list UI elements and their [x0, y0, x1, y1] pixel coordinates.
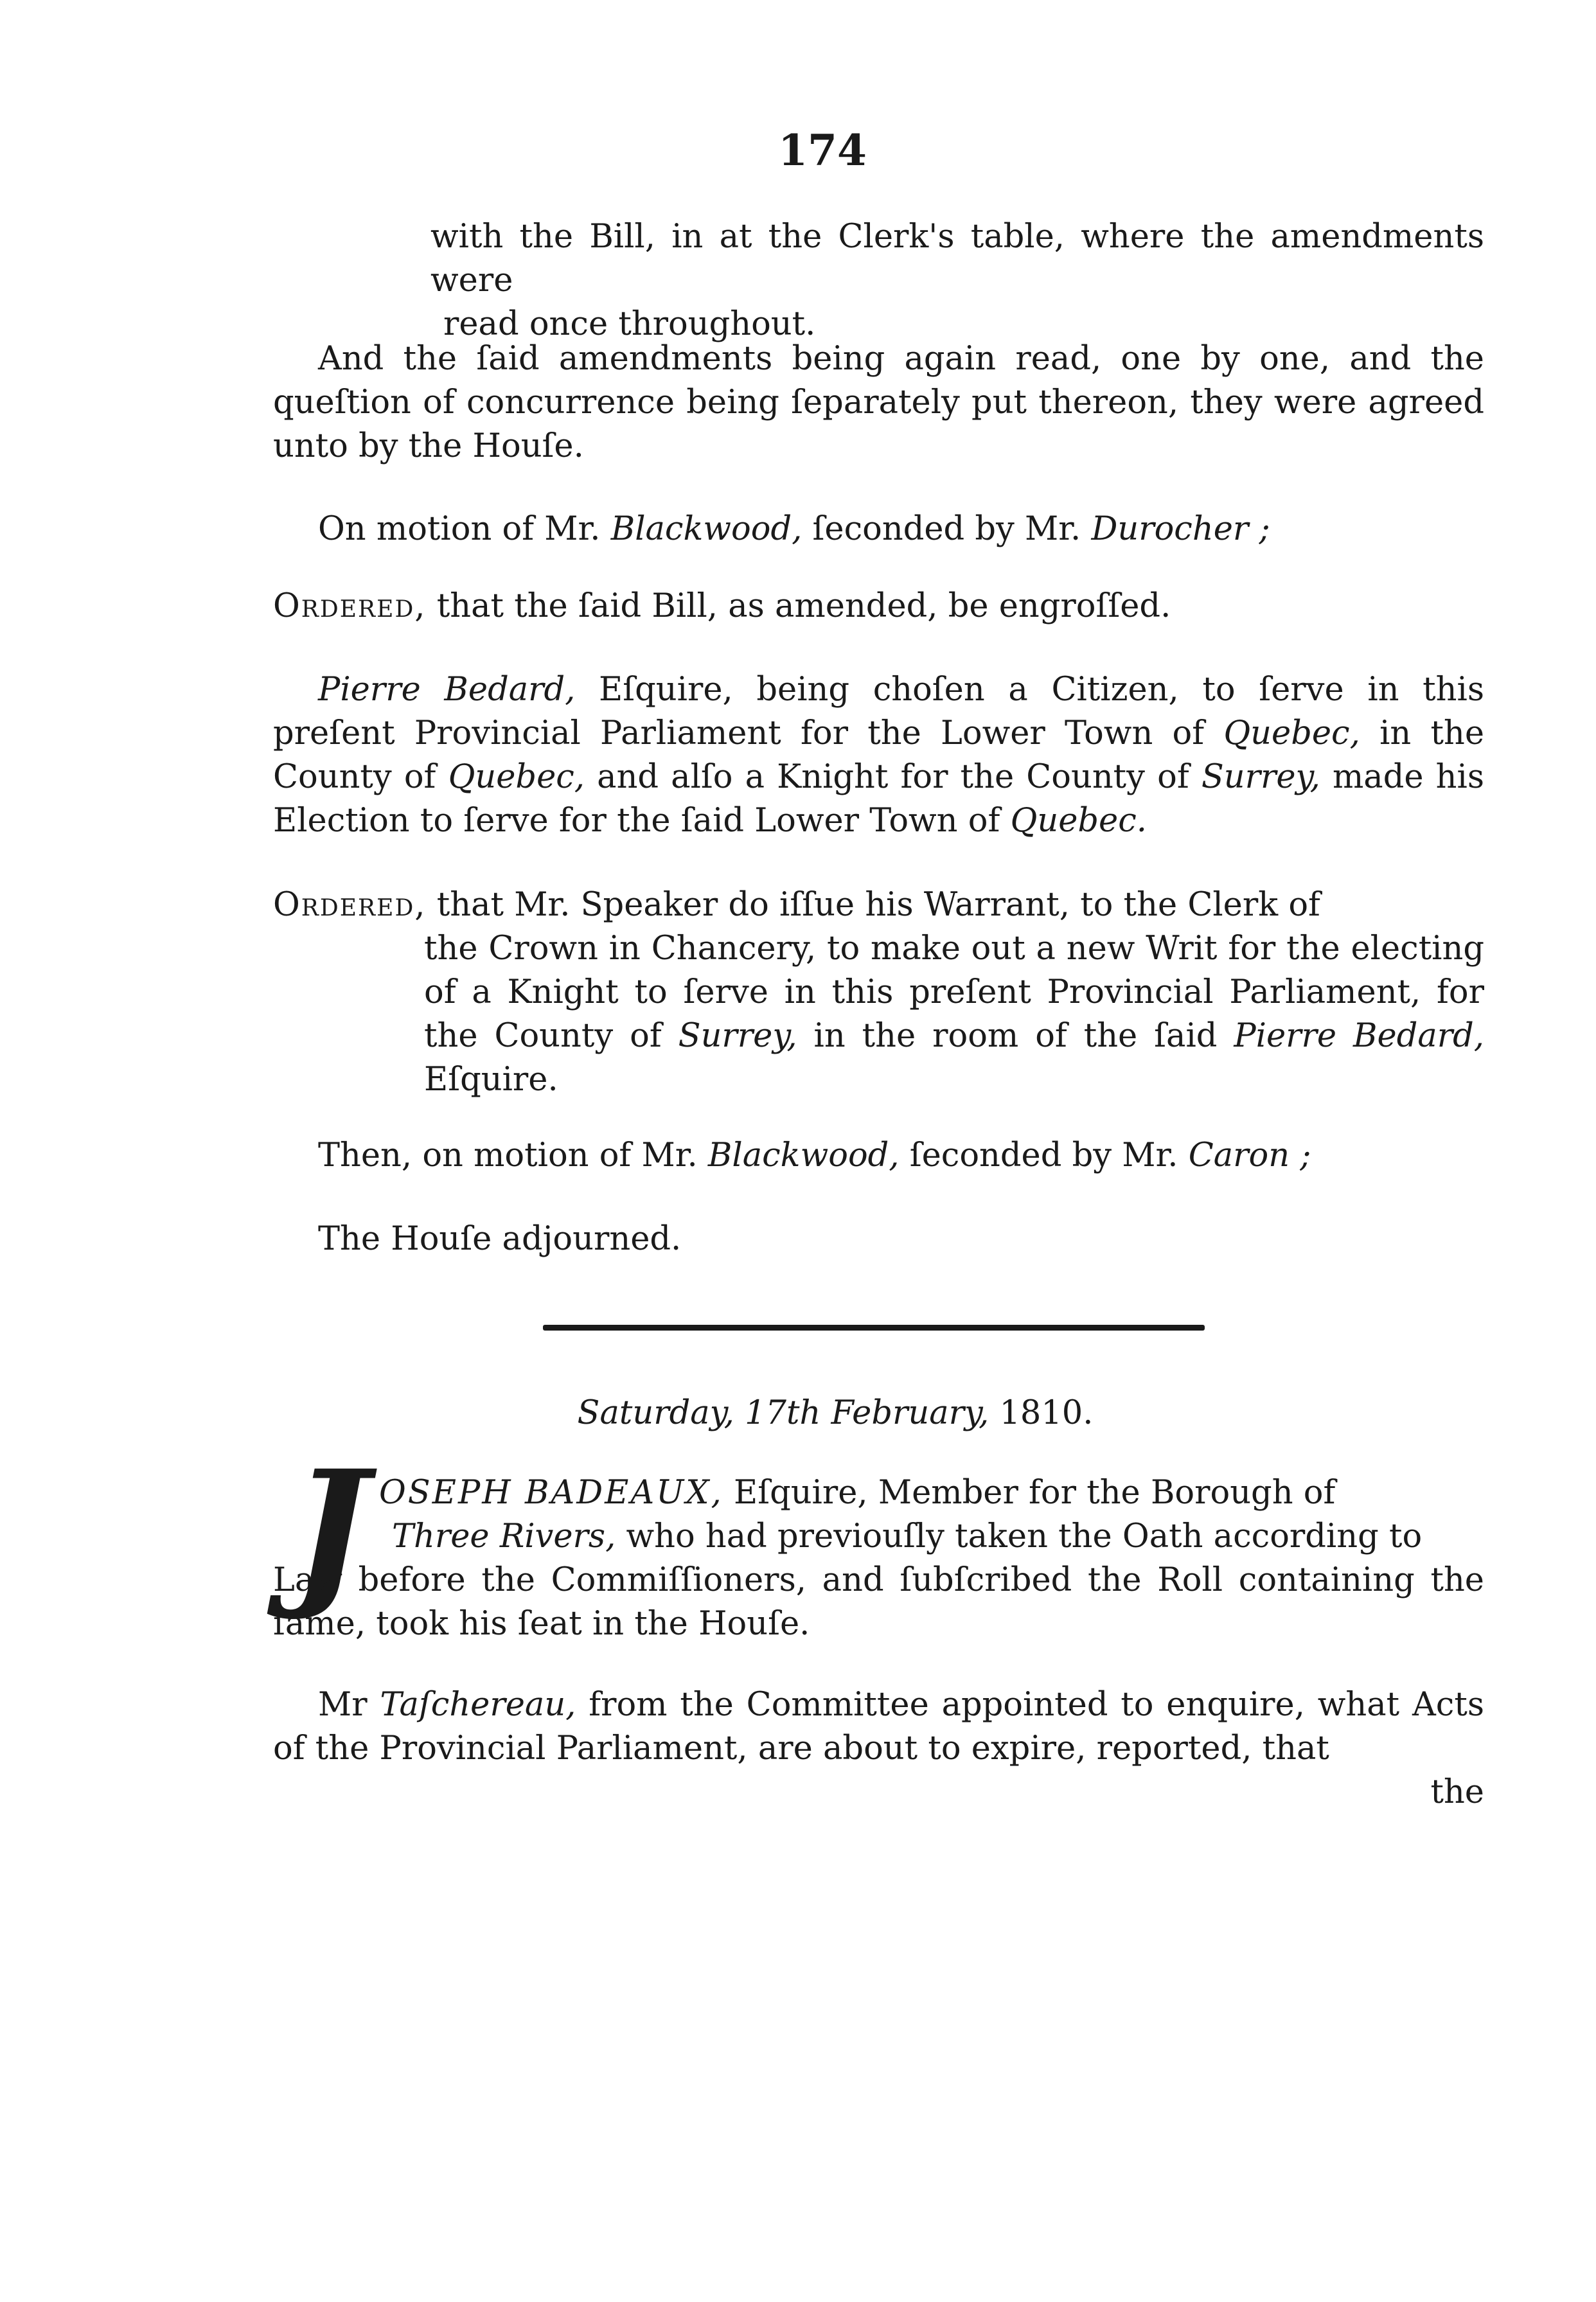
text-run: made his Election to ſerve for the ſaid Lower Town of [273, 758, 1484, 840]
member-name: Taſchereau, [380, 1686, 576, 1724]
text-run: in the room of the ſaid [797, 1017, 1234, 1055]
text-run: Eſquire, Member for the Borough of [723, 1474, 1336, 1512]
paragraph-joseph-badeaux [273, 1471, 1484, 1646]
text-run: who had previouſly taken the Oath according to [616, 1518, 1423, 1555]
text-run: ſeconded by Mr. [899, 1137, 1189, 1174]
place-name: Quebec, [1223, 714, 1360, 752]
text-run: that Mr. Speaker do iſſue his Warrant, to the Clerk of [426, 886, 1320, 924]
text-run: And the ſaid amendments being again read, one by one, and the queſtion of concurrence being ſeparately put thereon, they were agreed unto by the Houſe. [273, 340, 1484, 465]
text-run: Eſquire, being choſen a Citizen, to ſerve in this preſent Provincial Parliament for the Lower Town of [273, 671, 1484, 752]
text-run: ſeconded by Mr. [802, 510, 1092, 548]
paragraph-motion-blackwood [273, 508, 1484, 551]
paragraph-taschereau [273, 1683, 1484, 1814]
paragraph-adjourned [273, 1217, 1484, 1261]
paragraph-motion-caron [273, 1134, 1484, 1178]
ordered-label: Ordered, [273, 587, 427, 625]
member-name: Caron ; [1188, 1137, 1311, 1174]
paragraph-amendments-agreed [273, 337, 1484, 468]
place-name: Surrey, [1201, 758, 1320, 796]
date-heading [386, 1394, 1285, 1432]
text-line [273, 1471, 1484, 1515]
text-run: Law before the Commiſſioners, and ſubſcribed the Roll containing the ſame, took his ſeat in the Houſe. [273, 1561, 1484, 1643]
member-name: Blackwood, [610, 510, 802, 548]
member-name: Pierre Bedard, [1234, 1017, 1484, 1055]
date-year: 1810. [989, 1394, 1094, 1432]
date-month: 17th February, [734, 1394, 989, 1432]
text-run: Then, on motion of Mr. [318, 1137, 708, 1174]
paragraph-ordered-warrant [273, 883, 1484, 1102]
text-run: The Houſe adjourned. [318, 1220, 682, 1258]
text-run: from the Committee appointed to enquire, what Acts of the Provincial Parliament, are about to expire, reported, that [273, 1686, 1485, 1767]
paragraph-ordered-engrossed [273, 585, 1484, 628]
place-name: Three Rivers, [392, 1518, 616, 1555]
member-name: Durocher ; [1091, 510, 1270, 548]
text-run: Eſquire. [424, 1061, 558, 1099]
member-name: Pierre Bedard, [318, 671, 576, 709]
place-name: Quebec. [1010, 802, 1147, 840]
text-line [273, 1515, 1484, 1559]
text-line: read once throughout. [443, 305, 816, 343]
ordered-label: Ordered, [273, 886, 427, 924]
text-run: in the County of [273, 714, 1484, 796]
drop-cap: J [292, 1435, 369, 1624]
text-run: and alſo a Knight for the County of [585, 758, 1201, 796]
member-name: OSEPH BADEAUX, [379, 1474, 723, 1512]
text-run: the Crown in Chancery, to make out a new Writ for the electing of a Knight to ſerve in this preſent Provincial Parliament, for the County of [424, 930, 1484, 1055]
paragraph-amendments-read [430, 215, 1484, 346]
text-block [273, 927, 1484, 1102]
text-line: with the Bill, in at the Clerk's table, where the amendments were [430, 218, 1484, 299]
text-run: On motion of Mr. [318, 510, 611, 548]
section-divider [543, 1325, 1205, 1331]
place-name: Quebec, [448, 758, 585, 796]
catchword: the [1430, 1773, 1484, 1811]
page-number: 174 [778, 125, 867, 175]
member-name: Blackwood, [707, 1137, 900, 1174]
text-run: Mr [318, 1686, 380, 1724]
place-name: Surrey, [678, 1017, 797, 1055]
text-run: that the ſaid Bill, as amended, be engroſſed. [426, 587, 1171, 625]
paragraph-pierre-bedard [273, 668, 1484, 843]
date-day: Saturday, [577, 1394, 734, 1432]
